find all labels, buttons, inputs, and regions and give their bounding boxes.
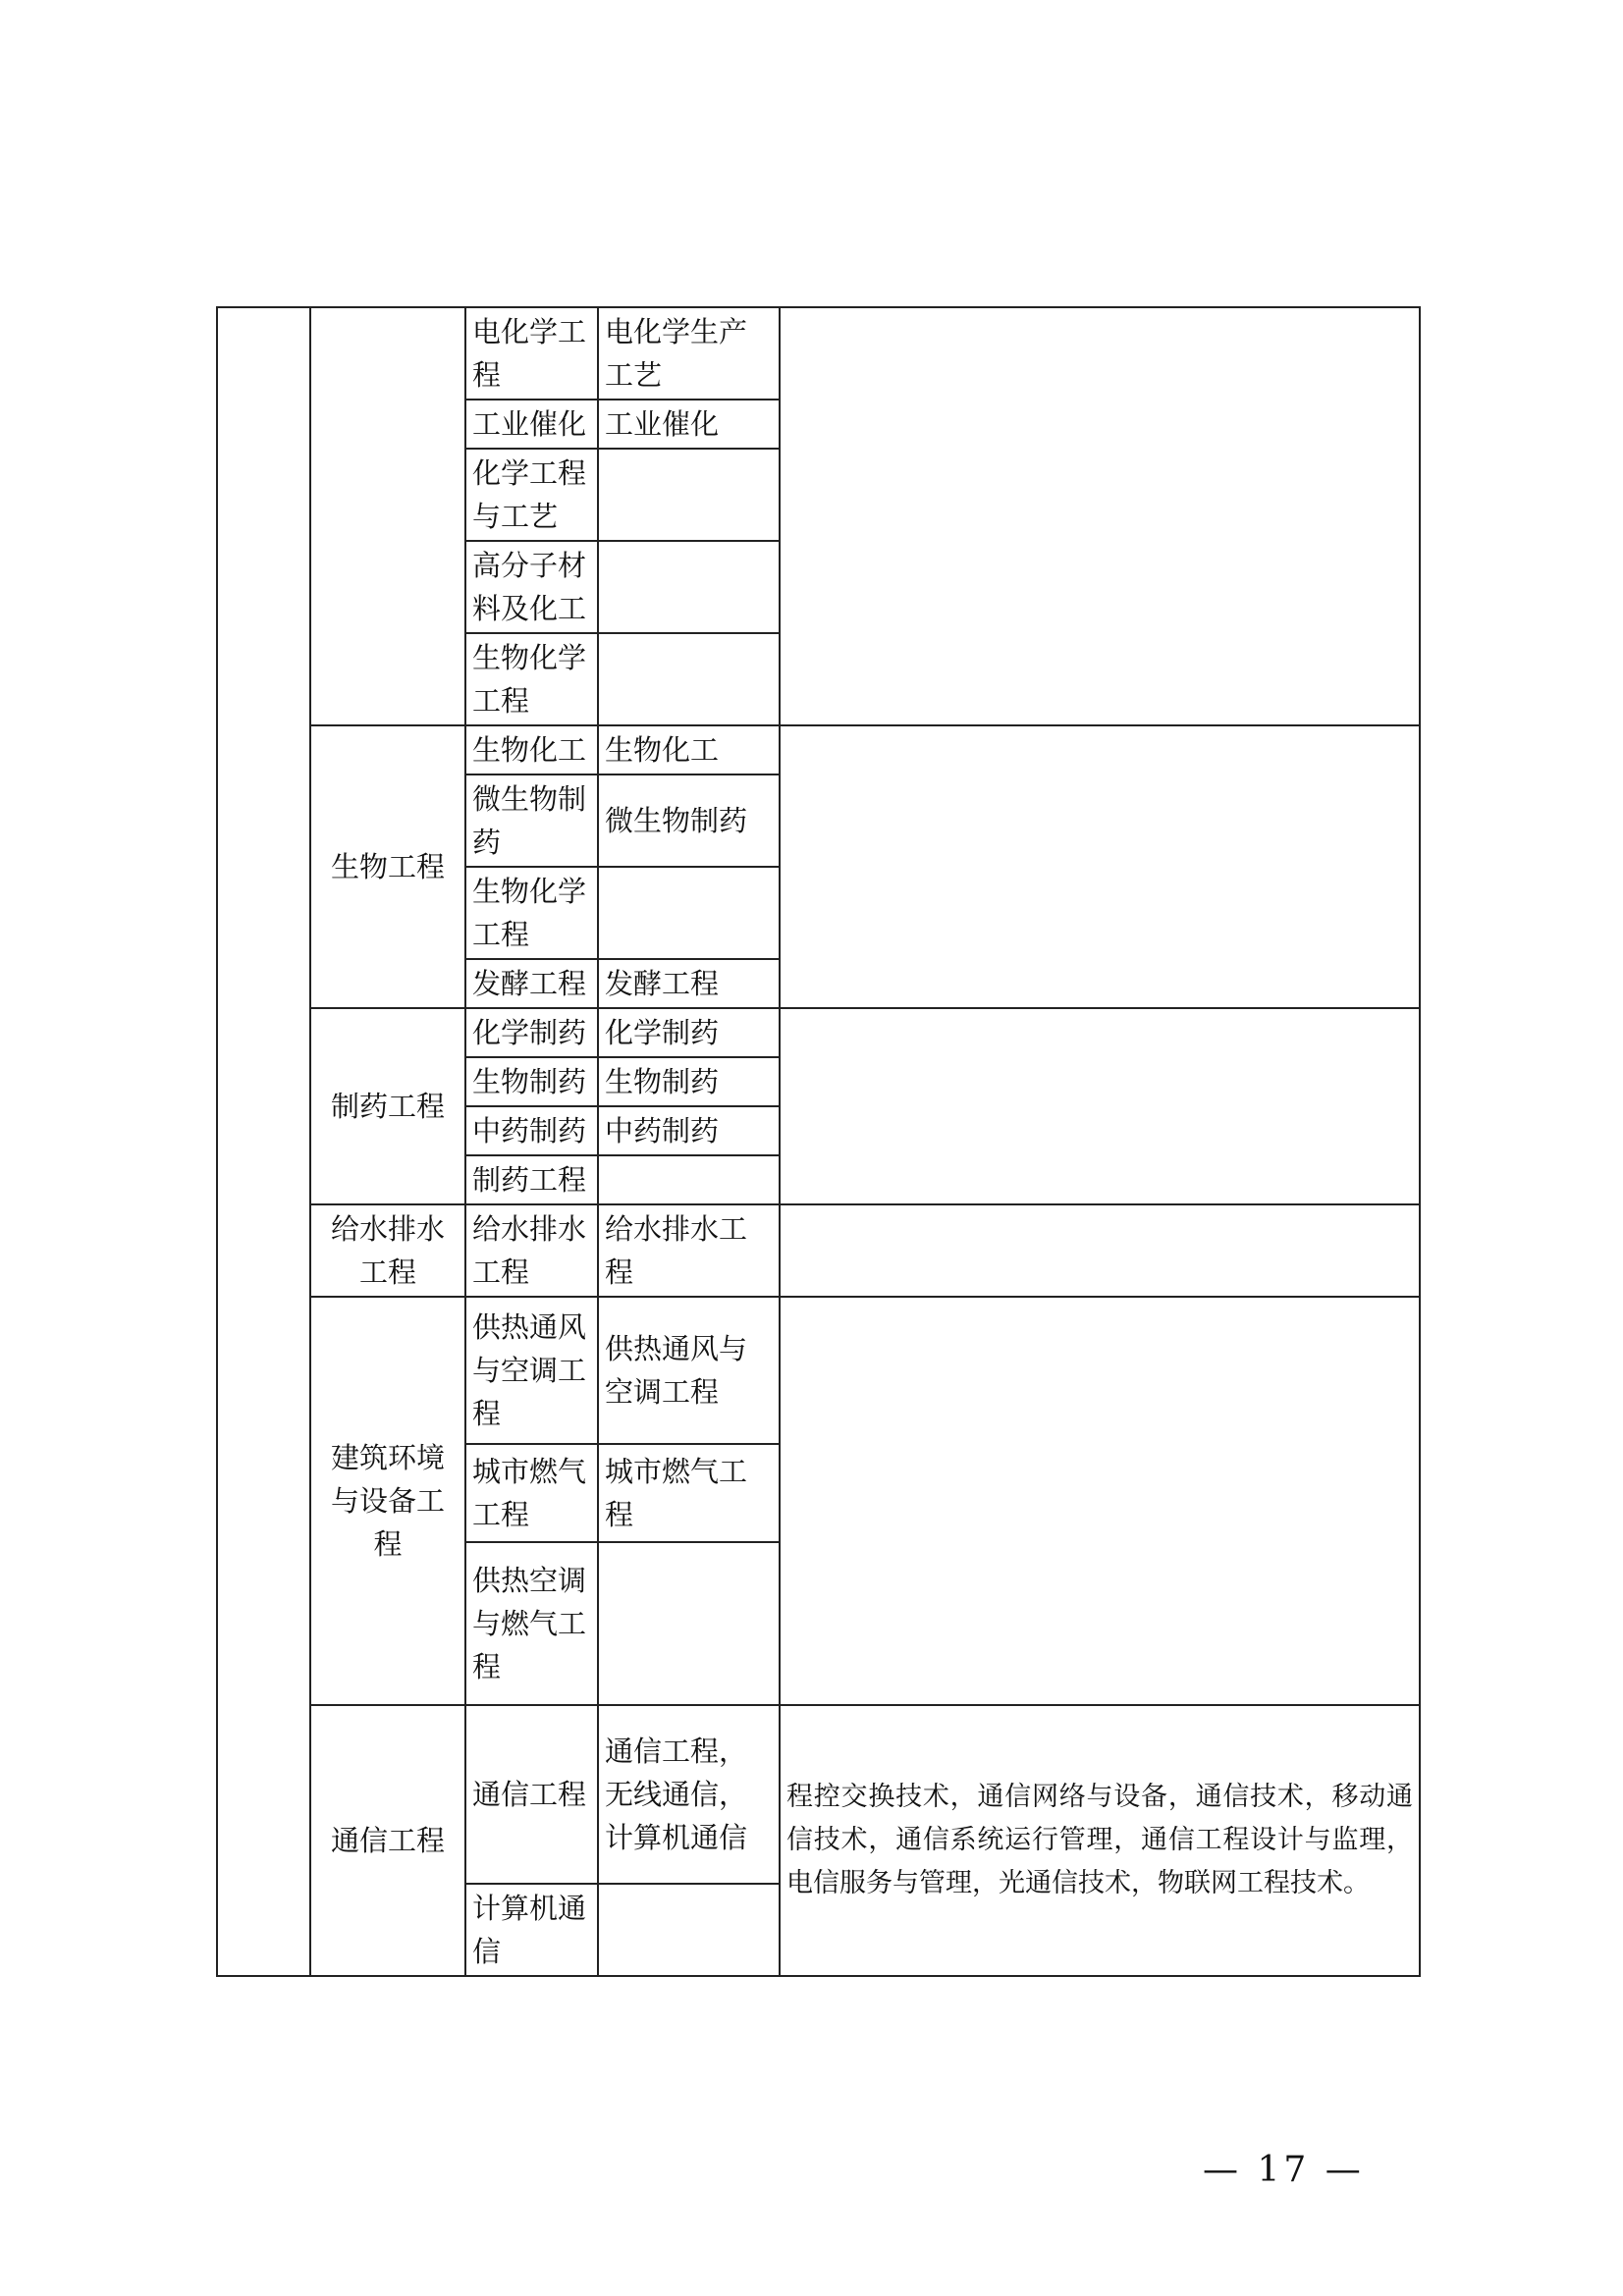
major-cell: 生物化学工程 — [465, 867, 598, 959]
related-major-cell — [598, 1542, 780, 1705]
major-cell: 中药制药 — [465, 1106, 598, 1155]
group-name-cell: 生物工程 — [310, 725, 465, 1008]
description-cell: 程控交换技术，通信网络与设备，通信技术，移动通信技术，通信系统运行管理，通信工程设计与监理，电信服务与管理，光通信技术，物联网工程技术。 — [780, 1705, 1420, 1976]
related-major-cell — [598, 633, 780, 725]
related-major-cell: 生物化工 — [598, 725, 780, 774]
major-cell: 电化学工程 — [465, 307, 598, 400]
related-major-cell — [598, 449, 780, 541]
major-cell: 化学制药 — [465, 1008, 598, 1057]
description-cell — [780, 1008, 1420, 1204]
major-table — [216, 306, 1421, 1977]
related-major-cell: 微生物制药 — [598, 774, 780, 867]
related-major-cell — [598, 1884, 780, 1976]
major-cell: 生物化学工程 — [465, 633, 598, 725]
related-major-cell: 发酵工程 — [598, 959, 780, 1008]
major-cell: 给水排水工程 — [465, 1204, 598, 1297]
description-cell — [780, 1204, 1420, 1297]
related-major-cell — [598, 867, 780, 959]
related-major-cell: 供热通风与空调工程 — [598, 1297, 780, 1444]
related-major-cell — [598, 1155, 780, 1204]
description-cell — [780, 1297, 1420, 1705]
major-cell: 高分子材料及化工 — [465, 541, 598, 633]
major-cell: 通信工程 — [465, 1705, 598, 1884]
description-cell — [780, 307, 1420, 725]
related-major-cell: 电化学生产工艺 — [598, 307, 780, 400]
major-cell: 供热空调与燃气工程 — [465, 1542, 598, 1705]
major-cell: 微生物制药 — [465, 774, 598, 867]
group-name-cell — [310, 307, 465, 725]
related-major-cell: 通信工程，无线通信，计算机通信 — [598, 1705, 780, 1884]
group-name-cell: 给水排水工程 — [310, 1204, 465, 1297]
group-name-cell: 通信工程 — [310, 1705, 465, 1976]
major-cell: 城市燃气工程 — [465, 1444, 598, 1542]
related-major-cell: 给水排水工程 — [598, 1204, 780, 1297]
major-cell: 生物制药 — [465, 1057, 598, 1106]
category-cell — [217, 307, 310, 1976]
description-cell — [780, 725, 1420, 1008]
related-major-cell — [598, 541, 780, 633]
related-major-cell: 生物制药 — [598, 1057, 780, 1106]
related-major-cell: 工业催化 — [598, 400, 780, 449]
major-cell: 发酵工程 — [465, 959, 598, 1008]
related-major-cell: 城市燃气工程 — [598, 1444, 780, 1542]
major-cell: 供热通风与空调工程 — [465, 1297, 598, 1444]
major-cell: 工业催化 — [465, 400, 598, 449]
group-name-cell: 建筑环境与设备工程 — [310, 1297, 465, 1705]
related-major-cell: 中药制药 — [598, 1106, 780, 1155]
major-cell: 化学工程与工艺 — [465, 449, 598, 541]
page-number: — 17 — — [1203, 2150, 1365, 2190]
major-cell: 生物化工 — [465, 725, 598, 774]
major-cell: 制药工程 — [465, 1155, 598, 1204]
major-cell: 计算机通信 — [465, 1884, 598, 1976]
related-major-cell: 化学制药 — [598, 1008, 780, 1057]
group-name-cell: 制药工程 — [310, 1008, 465, 1204]
